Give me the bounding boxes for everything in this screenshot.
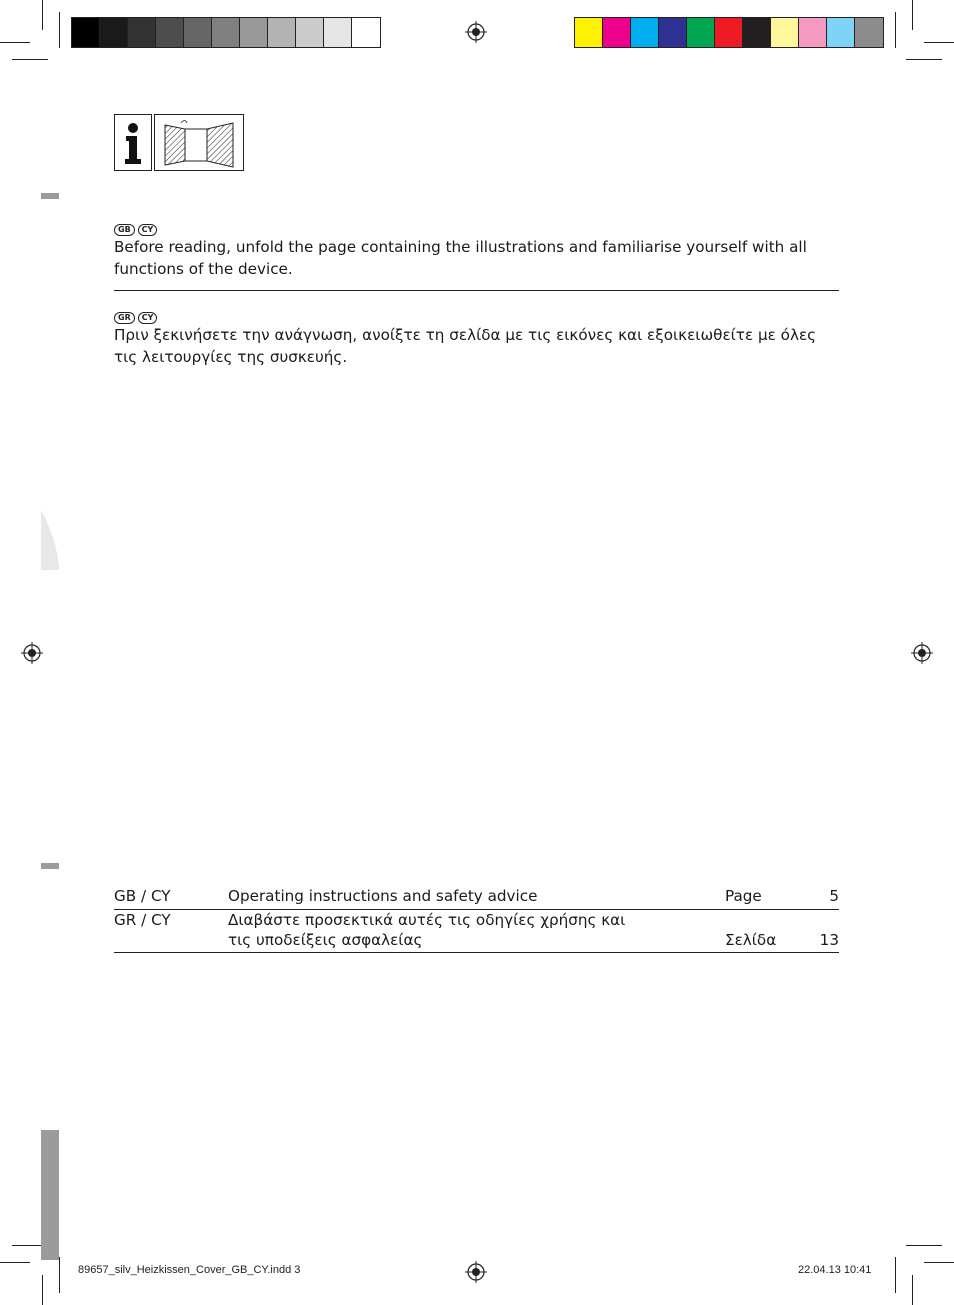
color-swatch: [156, 18, 184, 47]
color-swatch: [100, 18, 128, 47]
color-swatch: [827, 18, 855, 47]
color-swatch: [352, 18, 380, 47]
toc-divider: [114, 952, 839, 953]
crop-mark: [42, 0, 43, 30]
color-swatch: [855, 18, 883, 47]
registration-mark-icon: [465, 21, 487, 43]
language-badges-gr: [114, 305, 160, 324]
crop-mark: [912, 0, 913, 30]
language-badge: GB: [114, 224, 135, 236]
color-swatch: [184, 18, 212, 47]
toc-page-label: Page: [725, 887, 762, 905]
color-swatch: [240, 18, 268, 47]
language-badge: CY: [138, 224, 158, 236]
side-tab-bar: [41, 1130, 59, 1260]
grayscale-color-bar: [71, 17, 381, 48]
color-swatch: [687, 18, 715, 47]
toc-language-code: GR / CY: [114, 911, 171, 929]
toc-title: Operating instructions and safety advice: [228, 887, 538, 905]
language-badge: CY: [138, 312, 158, 324]
registration-mark-icon: [21, 642, 43, 664]
side-tab-marker: [41, 863, 59, 869]
toc-title: Διαβάστε προσεκτικά αυτές τις οδηγίες χρήσης και τις υποδείξεις ασφαλείας: [228, 911, 626, 949]
crop-mark: [0, 1262, 30, 1263]
toc-language-code: GB / CY: [114, 887, 171, 905]
side-tab-marker: [41, 193, 59, 199]
toc-row: [114, 910, 839, 952]
color-swatch: [631, 18, 659, 47]
toc-row: [114, 886, 839, 908]
language-badge: GR: [114, 312, 135, 324]
process-color-bar: [574, 17, 884, 48]
crop-mark: [895, 12, 896, 48]
intro-text-gr: Πριν ξεκινήσετε την ανάγνωση, ανοίξτε τη σελίδα με τις εικόνες και εξοικειωθείτε με όλες τις λειτουργίες της συσκευής.: [114, 326, 817, 366]
crop-mark: [912, 1275, 913, 1305]
intro-text-en: Before reading, unfold the page containing the illustrations and familiarise yourself with all functions of the device.: [114, 238, 807, 278]
registration-mark-icon: [465, 1261, 487, 1283]
toc-page-number: 5: [829, 887, 839, 905]
crop-mark: [59, 12, 60, 48]
crop-mark: [0, 42, 30, 43]
color-swatch: [659, 18, 687, 47]
language-badges-en: [114, 217, 160, 236]
crop-mark: [906, 59, 942, 60]
toc-page-label: Σελίδα: [725, 931, 777, 949]
color-swatch: [324, 18, 352, 47]
crop-mark: [59, 1257, 60, 1293]
crop-mark: [895, 1257, 896, 1293]
color-swatch: [715, 18, 743, 47]
registration-mark-icon: [911, 642, 933, 664]
color-swatch: [296, 18, 324, 47]
footer-datetime: 22.04.13 10:41: [798, 1264, 872, 1276]
info-icon: [114, 114, 152, 171]
color-swatch: [603, 18, 631, 47]
color-swatch: [128, 18, 156, 47]
crop-mark: [906, 1245, 942, 1246]
color-swatch: [212, 18, 240, 47]
divider: [114, 290, 839, 291]
unfold-page-icon: [154, 114, 244, 171]
color-swatch: [799, 18, 827, 47]
crop-mark: [924, 1262, 954, 1263]
color-swatch: [575, 18, 603, 47]
color-swatch: [743, 18, 771, 47]
color-swatch: [72, 18, 100, 47]
color-swatch: [268, 18, 296, 47]
footer-filename: 89657_silv_Heizkissen_Cover_GB_CY.indd 3: [78, 1264, 301, 1276]
crop-mark: [12, 59, 48, 60]
color-swatch: [771, 18, 799, 47]
crop-mark: [42, 1275, 43, 1305]
page-curl-shadow: [41, 510, 61, 570]
crop-mark: [924, 42, 954, 43]
toc-page-number: 13: [819, 931, 839, 949]
